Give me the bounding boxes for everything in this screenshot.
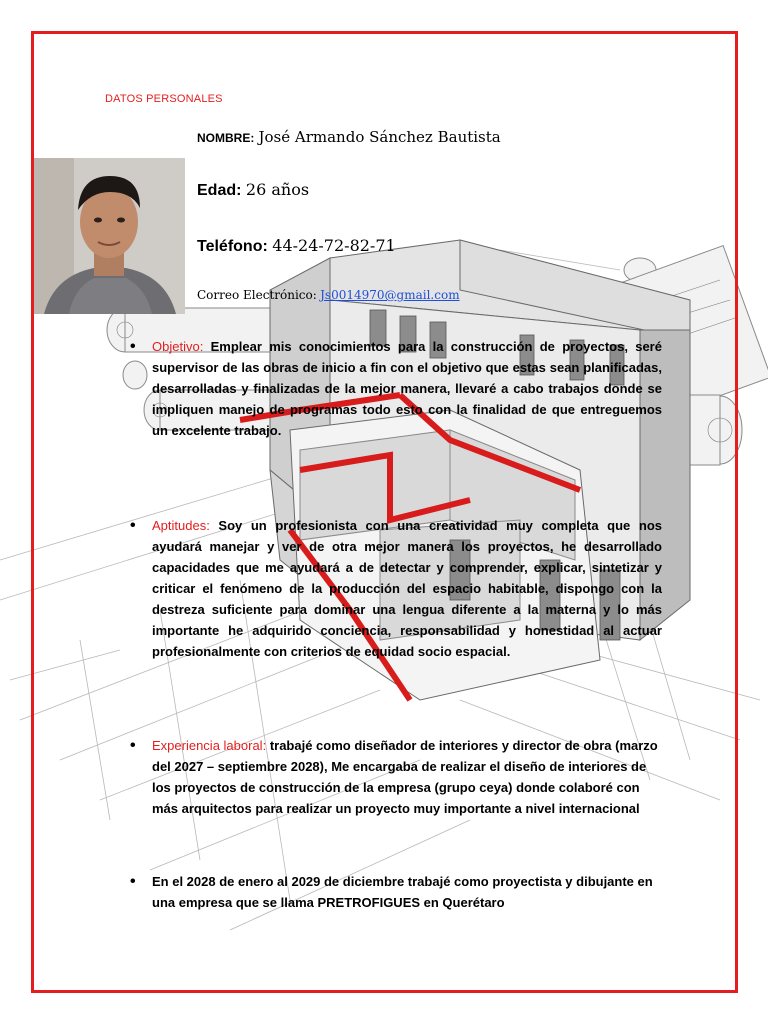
phone-value: 44-24-72-82-71 bbox=[272, 236, 396, 255]
aptitudes-label: Aptitudes: bbox=[152, 518, 210, 533]
objective-section bbox=[152, 336, 662, 441]
age-label: Edad: bbox=[197, 182, 242, 199]
additional-experience-text: En el 2028 de enero al 2029 de diciembre trabajé como proyectista y dibujante en una empresa que se llama PRETROFIGUES en Querétaro bbox=[152, 874, 653, 910]
profile-photo bbox=[34, 158, 185, 314]
experience-label: Experiencia laboral: bbox=[152, 738, 267, 753]
objective-label: Objetivo: bbox=[152, 339, 204, 354]
phone-line bbox=[197, 236, 396, 256]
email-link[interactable]: Js0014970@gmail.com bbox=[320, 288, 460, 302]
email-line bbox=[197, 288, 460, 302]
experience-text: trabajé como diseñador de interiores y director de obra (marzo del 2027 – septiembre 2028), Me encargaba de realizar el diseño de interiores de los proyectos de construcción de la empresa (grupo ceya) donde colaboré con más arquitectos para realizar un proyecto muy importante a nivel internacional bbox=[152, 738, 658, 816]
age-value: 26 años bbox=[245, 180, 310, 199]
name-value: José Armando Sánchez Bautista bbox=[258, 128, 501, 146]
section-heading: DATOS PERSONALES bbox=[105, 93, 223, 105]
objective-text: Emplear mis conocimientos para la construcción de proyectos, seré supervisor de las obras de inicio a fin con el objetivo que estas sean planificadas, desarrolladas y finalizadas de la mejor manera, llevaré a cabo trabajos donde se impliquen manejo de programas todo esto con la finalidad de que entreguemos un excelente trabajo. bbox=[152, 339, 662, 438]
phone-label: Teléfono: bbox=[197, 238, 268, 255]
aptitudes-text: Soy un profesionista con una creatividad muy completa que nos ayudará manejar y ver de otra mejor manera los proyectos, he desarrollado capacidades que me ayudará a de detectar y comprender, explicar, sintetizar y criticar el fenómeno de la producción del espacio habitable, dispongo con la destreza suficiente para dominar una lengua diferente a la materna y lo más importante he adquirido conciencia, responsabilidad y honestidad al actuar profesionalmente con criterios de equidad socio espacial. bbox=[152, 518, 662, 659]
experience-section bbox=[152, 735, 662, 819]
email-label: Correo Electrónico: bbox=[197, 288, 317, 302]
name-line bbox=[197, 128, 501, 146]
aptitudes-section bbox=[152, 515, 662, 662]
additional-experience-section bbox=[152, 871, 662, 913]
name-label: NOMBRE: bbox=[197, 131, 255, 145]
age-line bbox=[197, 180, 309, 200]
